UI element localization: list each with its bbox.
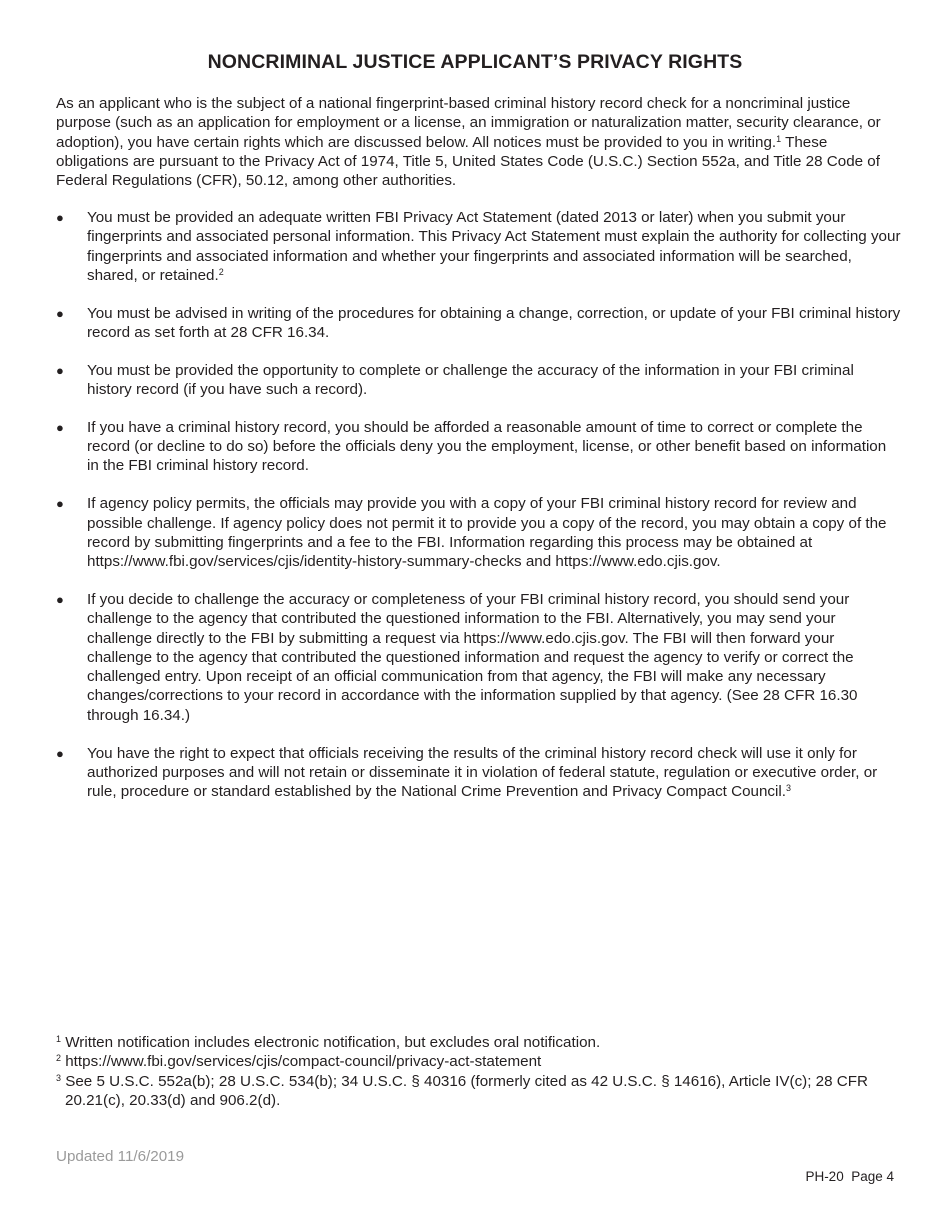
footnote-ref-3: 3: [785, 783, 791, 794]
list-item-text: If you decide to challenge the accuracy or completeness of your FBI criminal history record, you should send your challenge to the agency that contributed the questioned information to the FBI. Alternatively, you may send your challenge directly to the FBI by submitting a request via https://www.edo.cjis.gov. The FBI will then forward your challenge to the agency that contributed the questioned information and request the agency to verify or correct the challenged entry. Upon receipt of an official communication from that agency, the FBI will make any necessary changes/corrections to your record in accordance with the information supplied by that agency. (See 28 CFR 16.30 through 16.34.): [87, 590, 858, 724]
list-item: [56, 494, 901, 571]
rights-list: [56, 208, 901, 820]
footnote-2: [56, 1052, 901, 1071]
footnote-text: https://www.fbi.gov/services/cjis/compact-council/privacy-act-statement: [61, 1053, 542, 1071]
bullet-icon: ●: [56, 210, 64, 225]
page-title: NONCRIMINAL JUSTICE APPLICANT’S PRIVACY RIGHTS: [207, 51, 743, 73]
intro-text-part1: As an applicant who is the subject of a national fingerprint-based criminal history record check for a noncriminal justice purpose (such as an application for employment or a license, an immigration or naturalization matter, security clearance, or adoption), you have certain rights which are discussed below. All notices must be provided to you in writing.: [56, 95, 881, 151]
list-item-text: If you have a criminal history record, you should be afforded a reasonable amount of time to correct or complete the record (or decline to do so) before the officials deny you the employment, license, or other benefit based on information in the FBI criminal history record.: [87, 418, 887, 475]
list-item: [56, 208, 901, 285]
list-item-text: You have the right to expect that officials receiving the results of the criminal history record check will use it only for authorized purposes and will not retain or disseminate it in violation of federal statute, regulation or executive order, or rule, procedure or standard established by the National Crime Prevention and Privacy Compact Council.: [87, 744, 878, 801]
footnote-text: Written notification includes electronic notification, but excludes oral notification.: [61, 1034, 601, 1051]
list-item: [56, 590, 901, 725]
list-item-text: You must be provided an adequate written FBI Privacy Act Statement (dated 2013 or later) when you submit your fingerprints and associated personal information. This Privacy Act Statement must explain the authority for collecting your fingerprints and associated information and whether your fingerprints and associated information will be searched, shared, or retained.: [87, 209, 901, 284]
footnote-3: [56, 1072, 901, 1111]
footnote-ref-2: 2: [218, 266, 224, 277]
bullet-icon: ●: [56, 591, 64, 607]
bullet-icon: ●: [56, 305, 64, 321]
footnotes: [56, 1033, 901, 1110]
list-item: [56, 418, 901, 476]
intro-paragraph: [56, 94, 901, 190]
list-item: [56, 361, 901, 400]
bullet-icon: ●: [56, 745, 64, 761]
footnote-1: [56, 1033, 901, 1052]
footnote-number: 2: [56, 1053, 62, 1064]
bullet-icon: ●: [56, 362, 64, 378]
footnote-ref-1: 1: [776, 133, 782, 144]
updated-date: Updated 11/6/2019: [56, 1148, 185, 1165]
footnote-text: See 5 U.S.C. 552a(b); 28 U.S.C. 534(b); 34 U.S.C. § 40316 (formerly cited as 42 U.S.C. § 14616), Article IV(c); 28 CFR 20.21(c), 20.33(d) and 906.2(d).: [61, 1072, 868, 1109]
list-item: [56, 744, 901, 802]
bullet-icon: ●: [56, 496, 64, 512]
footnote-number: 3: [56, 1072, 62, 1083]
page-number: PH-20 Page 4: [805, 1169, 894, 1184]
footnote-number: 1: [56, 1034, 62, 1044]
bullet-icon: ●: [56, 419, 64, 435]
list-item-text: You must be advised in writing of the procedures for obtaining a change, correction, or update of your FBI criminal history record as set forth at 28 CFR 16.34.: [87, 304, 901, 341]
list-item-text: If agency policy permits, the officials may provide you with a copy of your FBI criminal history record for review and possible challenge. If agency policy does not permit it to provide you a copy of the record, you may obtain a copy of the record by submitting fingerprints and a fee to the FBI. Information regarding this process may be obtained at https://www.fbi.gov/services/cjis/identity-history-summary-checks and https://www.edo.cjis.gov.: [87, 495, 887, 571]
list-item: [56, 304, 901, 343]
list-item-text: You must be provided the opportunity to complete or challenge the accuracy of the information in your FBI criminal history record (if you have such a record).: [87, 361, 854, 399]
intro-text-part2: These obligations are pursuant to the Privacy Act of 1974, Title 5, United States Code (U.S.C.) Section 552a, and Title 28 Code of Federal Regulations (CFR), 50.12, among other authorities.: [56, 133, 880, 190]
